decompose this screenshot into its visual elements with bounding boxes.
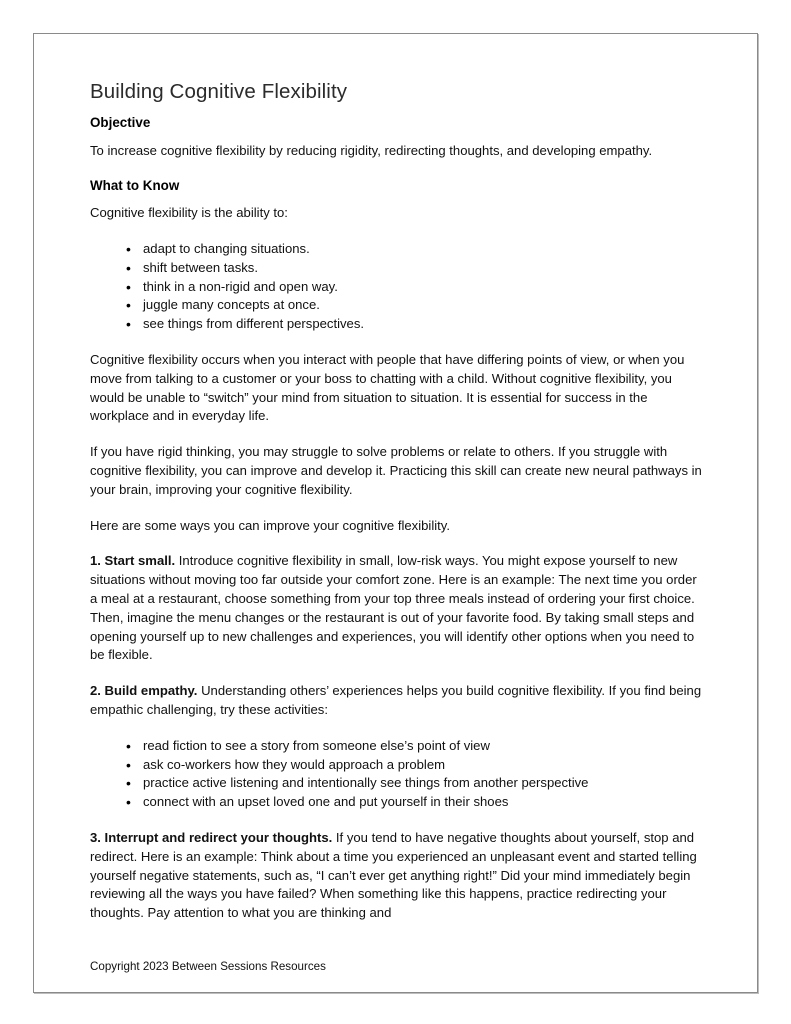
- page-footer-copyright: Copyright 2023 Between Sessions Resources: [90, 960, 326, 973]
- list-item: [90, 315, 703, 334]
- list-item: [90, 793, 703, 812]
- bullet-icon: •: [126, 278, 131, 295]
- list-item: [90, 278, 703, 297]
- bullet-icon: •: [126, 794, 131, 811]
- list-item-label: shift between tasks.: [143, 259, 258, 275]
- tip-lead-label: 3. Interrupt and redirect your thoughts.: [90, 830, 333, 846]
- tip-interrupt-redirect: [90, 829, 703, 923]
- document-body: [90, 79, 703, 949]
- paragraph-objective: To increase cognitive flexibility by reducing rigidity, redirecting thoughts, and developing empathy.: [90, 142, 653, 158]
- heading-what-to-know: What to Know: [90, 177, 180, 193]
- list-item: [90, 737, 703, 756]
- paragraph-rigid-thinking: If you have rigid thinking, you may struggle to solve problems or relate to others. If you struggle with cognitive flexibility, you can improve and develop it. Practicing this skill can create new neural pathways in your brain, improving your cognitive flexibility.: [90, 444, 702, 497]
- bullet-icon: •: [126, 259, 131, 276]
- list-item: [90, 240, 703, 259]
- heading-objective: Objective: [90, 115, 151, 130]
- bullet-icon: •: [126, 316, 131, 333]
- empathy-bullet-list: [90, 737, 703, 812]
- list-item-label: juggle many concepts at once.: [143, 297, 320, 313]
- tip-start-small: [90, 552, 703, 665]
- list-item: [90, 774, 703, 793]
- tip-lead-label: 1. Start small.: [90, 553, 176, 569]
- list-item-label: see things from different perspectives.: [143, 316, 365, 332]
- bullet-icon: •: [126, 297, 131, 314]
- list-item-label: adapt to changing situations.: [143, 241, 310, 257]
- tip-body-text: Introduce cognitive flexibility in small, low-risk ways. You might expose yourself to new situations without moving too far outside your comfort zone. Here is an example: The next time you order a meal at a restaurant, choose something from your top three meals instead of ordering your first choice. Then, imagine the menu changes or the restaurant is out of your favorite food. By taking small steps and opening yourself up to new challenges and experiences, you will identify other options when you need to be flexible.: [90, 553, 697, 663]
- bullet-icon: •: [126, 775, 131, 792]
- list-item-label: ask co-workers how they would approach a problem: [143, 756, 446, 772]
- tip-build-empathy: [90, 682, 703, 720]
- bullet-icon: •: [126, 756, 131, 773]
- list-item: [90, 259, 703, 278]
- list-item: [90, 296, 703, 315]
- bullet-icon: •: [126, 737, 131, 754]
- paragraph-ways-to-improve: Here are some ways you can improve your cognitive flexibility.: [90, 517, 450, 533]
- tip-lead-label: 2. Build empathy.: [90, 683, 198, 699]
- paragraph-occurs-when: Cognitive flexibility occurs when you interact with people that have differing points of view, or when you move from talking to a customer or your boss to chatting with a child. Without cognitive flexibility, you would be unable to “switch” your mind from situation to situation. It is essential for success in the workplace and in everyday life.: [90, 352, 685, 424]
- tip-body-text: If you tend to have negative thoughts about yourself, stop and redirect. Here is an example: Think about a time you experienced an unpleasant event and started telling yourself negative statements, such as, “I can’t ever get anything right!” Did your mind immediately begin reviewing all the ways you have failed? When something like this happens, practice redirecting your thoughts. Pay attention to what you are thinking and: [90, 830, 697, 921]
- list-item-label: think in a non-rigid and open way.: [143, 278, 338, 294]
- bullet-icon: •: [126, 241, 131, 258]
- list-item-label: practice active listening and intentionally see things from another perspective: [143, 775, 589, 791]
- list-item-label: read fiction to see a story from someone else’s point of view: [143, 737, 490, 753]
- page-title: Building Cognitive Flexibility: [90, 80, 348, 103]
- paragraph-ability-intro: Cognitive flexibility is the ability to:: [90, 205, 288, 221]
- list-item: [90, 756, 703, 775]
- document-page: [33, 33, 758, 993]
- tip-body-text: Understanding others’ experiences helps you build cognitive flexibility. If you find being empathic challenging, try these activities:: [90, 683, 702, 718]
- list-item-label: connect with an upset loved one and put yourself in their shoes: [143, 794, 509, 810]
- ability-bullet-list: [90, 240, 703, 334]
